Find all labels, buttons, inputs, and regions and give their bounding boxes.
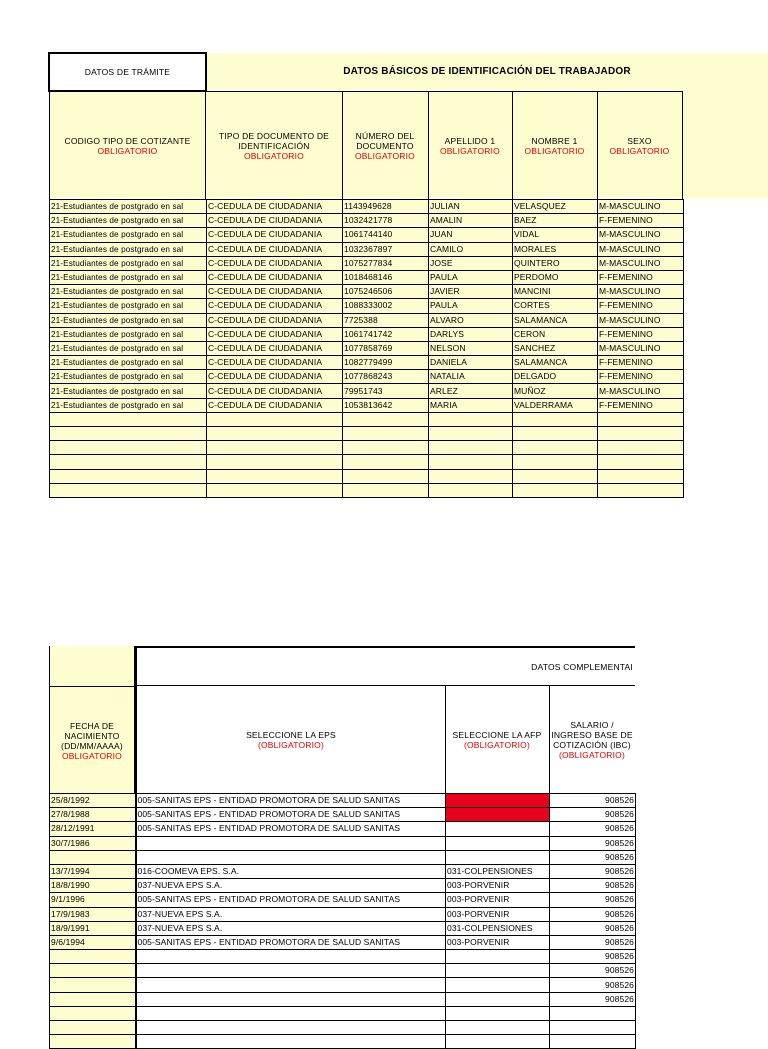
- afp-cell[interactable]: 003-PORVENIR: [446, 893, 550, 907]
- salario-cell[interactable]: [550, 1035, 636, 1049]
- col-header-numero-documento: NÚMERO DEL DOCUMENTO OBLIGATORIO: [342, 91, 429, 200]
- fecha-nacimiento-cell[interactable]: [50, 1035, 136, 1049]
- sexo-cell[interactable]: F-FEMENINO: [598, 398, 684, 412]
- fecha-nacimiento-cell[interactable]: 17/9/1983: [50, 907, 136, 921]
- table-row: [50, 228, 684, 242]
- tipo-documento-cell[interactable]: C-CEDULA DE CIUDADANIA: [207, 285, 343, 299]
- tipo-documento-cell[interactable]: C-CEDULA DE CIUDADANIA: [207, 228, 343, 242]
- afp-cell[interactable]: [446, 950, 550, 964]
- table-row: [50, 412, 684, 426]
- col-header-nombre: NOMBRE 1 OBLIGATORIO: [512, 91, 598, 200]
- datos-complementarios-label: DATOS COMPLEMENTAI: [531, 662, 633, 672]
- cotizante-cell[interactable]: 21-Estudiantes de postgrado en sal: [50, 384, 207, 398]
- eps-cell[interactable]: 005-SANITAS EPS - ENTIDAD PROMOTORA DE SALUD SANITAS: [136, 822, 446, 836]
- table-row: [50, 1006, 636, 1020]
- numero-documento-cell[interactable]: [343, 441, 429, 455]
- nombre-cell[interactable]: [513, 412, 598, 426]
- afp-cell[interactable]: [446, 1006, 550, 1020]
- datos-tramite-label: DATOS DE TRÁMITE: [84, 67, 171, 77]
- nombre-cell[interactable]: [513, 483, 598, 497]
- eps-cell[interactable]: [136, 978, 446, 992]
- table-row: [50, 441, 684, 455]
- sexo-cell[interactable]: M-MASCULINO: [598, 384, 684, 398]
- sexo-cell[interactable]: F-FEMENINO: [598, 356, 684, 370]
- cotizante-cell[interactable]: [50, 412, 207, 426]
- table-row: [50, 950, 636, 964]
- eps-cell[interactable]: 005-SANITAS EPS - ENTIDAD PROMOTORA DE SALUD SANITAS: [136, 935, 446, 949]
- fecha-nacimiento-cell[interactable]: [50, 992, 136, 1006]
- apellido-cell[interactable]: [429, 441, 513, 455]
- col-header-apellido: APELLIDO 1 OBLIGATORIO: [428, 91, 513, 200]
- numero-documento-cell[interactable]: 1032421778: [343, 214, 429, 228]
- complementarios-table: [49, 793, 636, 1049]
- sexo-cell[interactable]: F-FEMENINO: [598, 214, 684, 228]
- eps-cell[interactable]: 037-NUEVA EPS S.A.: [136, 921, 446, 935]
- cotizante-cell[interactable]: 21-Estudiantes de postgrado en sal: [50, 341, 207, 355]
- table-row: [50, 864, 636, 878]
- cotizante-cell[interactable]: 21-Estudiantes de postgrado en sal: [50, 242, 207, 256]
- table-row: [50, 850, 636, 864]
- fecha-nacimiento-cell[interactable]: [50, 964, 136, 978]
- trabajador-table: [49, 199, 684, 498]
- eps-cell[interactable]: [136, 992, 446, 1006]
- numero-documento-cell[interactable]: 1082779499: [343, 356, 429, 370]
- apellido-cell[interactable]: [429, 427, 513, 441]
- cotizante-cell[interactable]: 21-Estudiantes de postgrado en sal: [50, 200, 207, 214]
- tipo-documento-cell[interactable]: C-CEDULA DE CIUDADANIA: [207, 398, 343, 412]
- cotizante-cell[interactable]: 21-Estudiantes de postgrado en sal: [50, 228, 207, 242]
- salario-cell[interactable]: 908526: [550, 822, 636, 836]
- tipo-documento-cell[interactable]: C-CEDULA DE CIUDADANIA: [207, 242, 343, 256]
- sexo-cell[interactable]: F-FEMENINO: [598, 327, 684, 341]
- col-header-sexo: SEXO OBLIGATORIO: [597, 91, 683, 200]
- apellido-cell[interactable]: NATALIA: [429, 370, 513, 384]
- salario-cell[interactable]: 908526: [550, 879, 636, 893]
- table-row: [50, 313, 684, 327]
- table-row: [50, 455, 684, 469]
- afp-cell[interactable]: [446, 850, 550, 864]
- table-row: [50, 935, 636, 949]
- afp-cell[interactable]: [446, 822, 550, 836]
- eps-cell[interactable]: 037-NUEVA EPS S.A.: [136, 879, 446, 893]
- salario-cell[interactable]: [550, 1021, 636, 1035]
- apellido-cell[interactable]: [429, 469, 513, 483]
- sexo-cell[interactable]: F-FEMENINO: [598, 370, 684, 384]
- tipo-documento-cell[interactable]: [207, 427, 343, 441]
- afp-cell[interactable]: [446, 964, 550, 978]
- cotizante-cell[interactable]: 21-Estudiantes de postgrado en sal: [50, 299, 207, 313]
- table-row: [50, 427, 684, 441]
- fecha-nacimiento-cell[interactable]: [50, 1006, 136, 1020]
- sexo-cell[interactable]: M-MASCULINO: [598, 341, 684, 355]
- cotizante-cell[interactable]: [50, 455, 207, 469]
- eps-cell[interactable]: 005-SANITAS EPS - ENTIDAD PROMOTORA DE SALUD SANITAS: [136, 893, 446, 907]
- nombre-cell[interactable]: CORTES: [513, 299, 598, 313]
- tipo-documento-cell[interactable]: [207, 483, 343, 497]
- salario-cell[interactable]: 908526: [550, 836, 636, 850]
- table-row: [50, 242, 684, 256]
- table-row: [50, 978, 636, 992]
- apellido-cell[interactable]: PAULA: [429, 270, 513, 284]
- salario-cell[interactable]: 908526: [550, 964, 636, 978]
- fecha-nacimiento-cell[interactable]: [50, 978, 136, 992]
- numero-documento-cell[interactable]: 1075246506: [343, 285, 429, 299]
- numero-documento-cell[interactable]: 7725388: [343, 313, 429, 327]
- salario-cell[interactable]: 908526: [550, 794, 636, 808]
- fecha-nacimiento-cell[interactable]: 27/8/1988: [50, 808, 136, 822]
- apellido-cell[interactable]: CAMILO: [429, 242, 513, 256]
- numero-documento-cell[interactable]: 1061744140: [343, 228, 429, 242]
- numero-documento-cell[interactable]: 1143949628: [343, 200, 429, 214]
- eps-cell[interactable]: [136, 964, 446, 978]
- afp-cell[interactable]: [446, 978, 550, 992]
- apellido-cell[interactable]: DARLYS: [429, 327, 513, 341]
- sexo-cell[interactable]: F-FEMENINO: [598, 299, 684, 313]
- cotizante-cell[interactable]: 21-Estudiantes de postgrado en sal: [50, 313, 207, 327]
- cotizante-cell[interactable]: 21-Estudiantes de postgrado en sal: [50, 327, 207, 341]
- fecha-nacimiento-cell[interactable]: 9/1/1996: [50, 893, 136, 907]
- salario-cell[interactable]: 908526: [550, 978, 636, 992]
- numero-documento-cell[interactable]: [343, 427, 429, 441]
- fecha-nacimiento-cell[interactable]: 18/9/1991: [50, 921, 136, 935]
- table-row: [50, 356, 684, 370]
- numero-documento-cell[interactable]: [343, 469, 429, 483]
- eps-cell[interactable]: [136, 836, 446, 850]
- table-row: [50, 469, 684, 483]
- numero-documento-cell[interactable]: [343, 455, 429, 469]
- sexo-cell[interactable]: [598, 483, 684, 497]
- nombre-cell[interactable]: QUINTERO: [513, 256, 598, 270]
- table-row: [50, 256, 684, 270]
- apellido-cell[interactable]: JUAN: [429, 228, 513, 242]
- table-row: [50, 893, 636, 907]
- apellido-cell[interactable]: [429, 483, 513, 497]
- table-row: [50, 794, 636, 808]
- nombre-cell[interactable]: PERDOMO: [513, 270, 598, 284]
- numero-documento-cell[interactable]: 1018468146: [343, 270, 429, 284]
- col-header-tipo-documento: TIPO DE DOCUMENTO DE IDENTIFICACIÓN OBLIGATORIO: [206, 91, 343, 200]
- table-row: [50, 384, 684, 398]
- cotizante-cell[interactable]: 21-Estudiantes de postgrado en sal: [50, 285, 207, 299]
- tipo-documento-cell[interactable]: C-CEDULA DE CIUDADANIA: [207, 256, 343, 270]
- table-row: [50, 200, 684, 214]
- eps-cell[interactable]: [136, 1006, 446, 1020]
- sexo-cell[interactable]: M-MASCULINO: [598, 242, 684, 256]
- table-row: [50, 299, 684, 313]
- fecha-nacimiento-cell[interactable]: [50, 850, 136, 864]
- cotizante-cell[interactable]: [50, 483, 207, 497]
- table-row: [50, 836, 636, 850]
- afp-cell[interactable]: [446, 808, 550, 822]
- table-row: [50, 327, 684, 341]
- sexo-cell[interactable]: [598, 441, 684, 455]
- salario-cell[interactable]: 908526: [550, 935, 636, 949]
- tipo-documento-cell[interactable]: [207, 455, 343, 469]
- tipo-documento-cell[interactable]: C-CEDULA DE CIUDADANIA: [207, 214, 343, 228]
- eps-cell[interactable]: 005-SANITAS EPS - ENTIDAD PROMOTORA DE SALUD SANITAS: [136, 808, 446, 822]
- afp-cell[interactable]: 003-PORVENIR: [446, 879, 550, 893]
- nombre-cell[interactable]: MUÑOZ: [513, 384, 598, 398]
- cotizante-cell[interactable]: [50, 427, 207, 441]
- nombre-cell[interactable]: [513, 469, 598, 483]
- numero-documento-cell[interactable]: 1077868243: [343, 370, 429, 384]
- sexo-cell[interactable]: M-MASCULINO: [598, 256, 684, 270]
- numero-documento-cell[interactable]: [343, 412, 429, 426]
- table-row: [50, 398, 684, 412]
- nombre-cell[interactable]: VALDERRAMA: [513, 398, 598, 412]
- datos-complementarios-header: [135, 646, 635, 686]
- apellido-cell[interactable]: ALVARO: [429, 313, 513, 327]
- afp-cell[interactable]: [446, 794, 550, 808]
- cotizante-cell[interactable]: [50, 469, 207, 483]
- datos-basicos-header: [207, 52, 767, 92]
- tipo-documento-cell[interactable]: C-CEDULA DE CIUDADANIA: [207, 313, 343, 327]
- afp-cell[interactable]: [446, 836, 550, 850]
- apellido-cell[interactable]: JOSE: [429, 256, 513, 270]
- table-row: [50, 921, 636, 935]
- sexo-cell[interactable]: M-MASCULINO: [598, 200, 684, 214]
- fecha-nacimiento-cell[interactable]: 30/7/1986: [50, 836, 136, 850]
- tipo-documento-cell[interactable]: [207, 441, 343, 455]
- nombre-cell[interactable]: VIDAL: [513, 228, 598, 242]
- fecha-nacimiento-cell[interactable]: 25/8/1992: [50, 794, 136, 808]
- table-row: [50, 992, 636, 1006]
- nombre-cell[interactable]: [513, 441, 598, 455]
- sexo-cell[interactable]: M-MASCULINO: [598, 313, 684, 327]
- fecha-nacimiento-cell[interactable]: [50, 1021, 136, 1035]
- numero-documento-cell[interactable]: 1077858769: [343, 341, 429, 355]
- table-row: [50, 879, 636, 893]
- eps-cell[interactable]: [136, 850, 446, 864]
- cotizante-cell[interactable]: 21-Estudiantes de postgrado en sal: [50, 214, 207, 228]
- sexo-cell[interactable]: [598, 455, 684, 469]
- col-header-salario: SALARIO / INGRESO BASE DE COTIZACIÓN (IBC) (OBLIGATORIO): [549, 685, 635, 794]
- apellido-cell[interactable]: [429, 455, 513, 469]
- table-row: [50, 822, 636, 836]
- afp-cell[interactable]: 003-PORVENIR: [446, 907, 550, 921]
- tipo-documento-cell[interactable]: C-CEDULA DE CIUDADANIA: [207, 370, 343, 384]
- tipo-documento-cell[interactable]: C-CEDULA DE CIUDADANIA: [207, 356, 343, 370]
- numero-documento-cell[interactable]: [343, 483, 429, 497]
- sexo-cell[interactable]: M-MASCULINO: [598, 285, 684, 299]
- afp-cell[interactable]: 003-PORVENIR: [446, 935, 550, 949]
- tipo-documento-cell[interactable]: C-CEDULA DE CIUDADANIA: [207, 384, 343, 398]
- tipo-documento-cell[interactable]: C-CEDULA DE CIUDADANIA: [207, 299, 343, 313]
- cotizante-cell[interactable]: [50, 441, 207, 455]
- numero-documento-cell[interactable]: 1053813642: [343, 398, 429, 412]
- table-row: [50, 341, 684, 355]
- apellido-cell[interactable]: ARLEZ: [429, 384, 513, 398]
- col-header-fecha-nacimiento: FECHA DE NACIMIENTO (DD/MM/AAAA) OBLIGATORIO: [50, 686, 134, 794]
- nombre-cell[interactable]: [513, 455, 598, 469]
- salario-cell[interactable]: 908526: [550, 992, 636, 1006]
- cotizante-cell[interactable]: 21-Estudiantes de postgrado en sal: [50, 398, 207, 412]
- cotizante-cell[interactable]: 21-Estudiantes de postgrado en sal: [50, 370, 207, 384]
- sexo-cell[interactable]: [598, 427, 684, 441]
- nombre-cell[interactable]: VELASQUEZ: [513, 200, 598, 214]
- afp-cell[interactable]: 031-COLPENSIONES: [446, 864, 550, 878]
- eps-cell[interactable]: 037-NUEVA EPS S.A.: [136, 907, 446, 921]
- table-row: [50, 483, 684, 497]
- apellido-cell[interactable]: JAVIER: [429, 285, 513, 299]
- apellido-cell[interactable]: NELSON: [429, 341, 513, 355]
- table-row: [50, 370, 684, 384]
- apellido-cell[interactable]: DANIELA: [429, 356, 513, 370]
- tipo-documento-cell[interactable]: C-CEDULA DE CIUDADANIA: [207, 341, 343, 355]
- table-row: [50, 270, 684, 284]
- table-row: [50, 808, 636, 822]
- sexo-cell[interactable]: F-FEMENINO: [598, 270, 684, 284]
- eps-cell[interactable]: [136, 1021, 446, 1035]
- afp-cell[interactable]: 031-COLPENSIONES: [446, 921, 550, 935]
- datos-tramite-header: [48, 52, 207, 92]
- numero-documento-cell[interactable]: 1075277834: [343, 256, 429, 270]
- eps-cell[interactable]: [136, 1035, 446, 1049]
- col-header-eps: SELECCIONE LA EPS (OBLIGATORIO): [135, 685, 446, 794]
- nombre-cell[interactable]: SALAMANCA: [513, 313, 598, 327]
- sexo-cell[interactable]: M-MASCULINO: [598, 228, 684, 242]
- tipo-documento-cell[interactable]: C-CEDULA DE CIUDADANIA: [207, 200, 343, 214]
- numero-documento-cell[interactable]: 1088333002: [343, 299, 429, 313]
- cotizante-cell[interactable]: 21-Estudiantes de postgrado en sal: [50, 270, 207, 284]
- apellido-cell[interactable]: MARIA: [429, 398, 513, 412]
- numero-documento-cell[interactable]: 1061741742: [343, 327, 429, 341]
- salario-cell[interactable]: [550, 1006, 636, 1020]
- nombre-cell[interactable]: [513, 427, 598, 441]
- nombre-cell[interactable]: CERON: [513, 327, 598, 341]
- apellido-cell[interactable]: JULIAN: [429, 200, 513, 214]
- tipo-documento-cell[interactable]: [207, 412, 343, 426]
- cotizante-cell[interactable]: 21-Estudiantes de postgrado en sal: [50, 356, 207, 370]
- sexo-cell[interactable]: [598, 412, 684, 426]
- cotizante-cell[interactable]: 21-Estudiantes de postgrado en sal: [50, 256, 207, 270]
- salario-cell[interactable]: 908526: [550, 893, 636, 907]
- table-row: [50, 214, 684, 228]
- table-row: [50, 964, 636, 978]
- col-header-cotizante: CODIGO TIPO DE COTIZANTE OBLIGATORIO: [49, 91, 206, 200]
- salario-cell[interactable]: 908526: [550, 921, 636, 935]
- nombre-cell[interactable]: SALAMANCA: [513, 356, 598, 370]
- numero-documento-cell[interactable]: 1032367897: [343, 242, 429, 256]
- fecha-nacimiento-cell[interactable]: 9/6/1994: [50, 935, 136, 949]
- tipo-documento-cell[interactable]: [207, 469, 343, 483]
- afp-cell[interactable]: [446, 1035, 550, 1049]
- fecha-nacimiento-cell[interactable]: 28/12/1991: [50, 822, 136, 836]
- fecha-nacimiento-cell[interactable]: [50, 950, 136, 964]
- salario-cell[interactable]: 908526: [550, 950, 636, 964]
- nombre-cell[interactable]: BAEZ: [513, 214, 598, 228]
- fecha-nacimiento-cell[interactable]: 13/7/1994: [50, 864, 136, 878]
- table-row: [50, 1035, 636, 1049]
- sexo-cell[interactable]: [598, 469, 684, 483]
- fecha-nacimiento-cell[interactable]: 18/8/1990: [50, 879, 136, 893]
- nombre-cell[interactable]: MANCINI: [513, 285, 598, 299]
- eps-cell[interactable]: [136, 950, 446, 964]
- salario-cell[interactable]: 908526: [550, 850, 636, 864]
- eps-cell[interactable]: 005-SANITAS EPS - ENTIDAD PROMOTORA DE SALUD SANITAS: [136, 794, 446, 808]
- datos-basicos-label: DATOS BÁSICOS DE IDENTIFICACIÓN DEL TRABAJADOR: [343, 66, 631, 77]
- tipo-documento-cell[interactable]: C-CEDULA DE CIUDADANIA: [207, 327, 343, 341]
- nombre-cell[interactable]: SANCHEZ: [513, 341, 598, 355]
- col-header-afp: SELECCIONE LA AFP (OBLIGATORIO): [445, 685, 550, 794]
- salario-cell[interactable]: 908526: [550, 808, 636, 822]
- nombre-cell[interactable]: DELGADO: [513, 370, 598, 384]
- tipo-documento-cell[interactable]: C-CEDULA DE CIUDADANIA: [207, 270, 343, 284]
- apellido-cell[interactable]: PAULA: [429, 299, 513, 313]
- table-row: [50, 285, 684, 299]
- apellido-cell[interactable]: AMALIN: [429, 214, 513, 228]
- nombre-cell[interactable]: MORALES: [513, 242, 598, 256]
- numero-documento-cell[interactable]: 79951743: [343, 384, 429, 398]
- table-row: [50, 907, 636, 921]
- table-row: [50, 1021, 636, 1035]
- afp-cell[interactable]: [446, 1021, 550, 1035]
- salario-cell[interactable]: 908526: [550, 864, 636, 878]
- eps-cell[interactable]: 016-COOMEVA EPS. S.A.: [136, 864, 446, 878]
- afp-cell[interactable]: [446, 992, 550, 1006]
- apellido-cell[interactable]: [429, 412, 513, 426]
- salario-cell[interactable]: 908526: [550, 907, 636, 921]
